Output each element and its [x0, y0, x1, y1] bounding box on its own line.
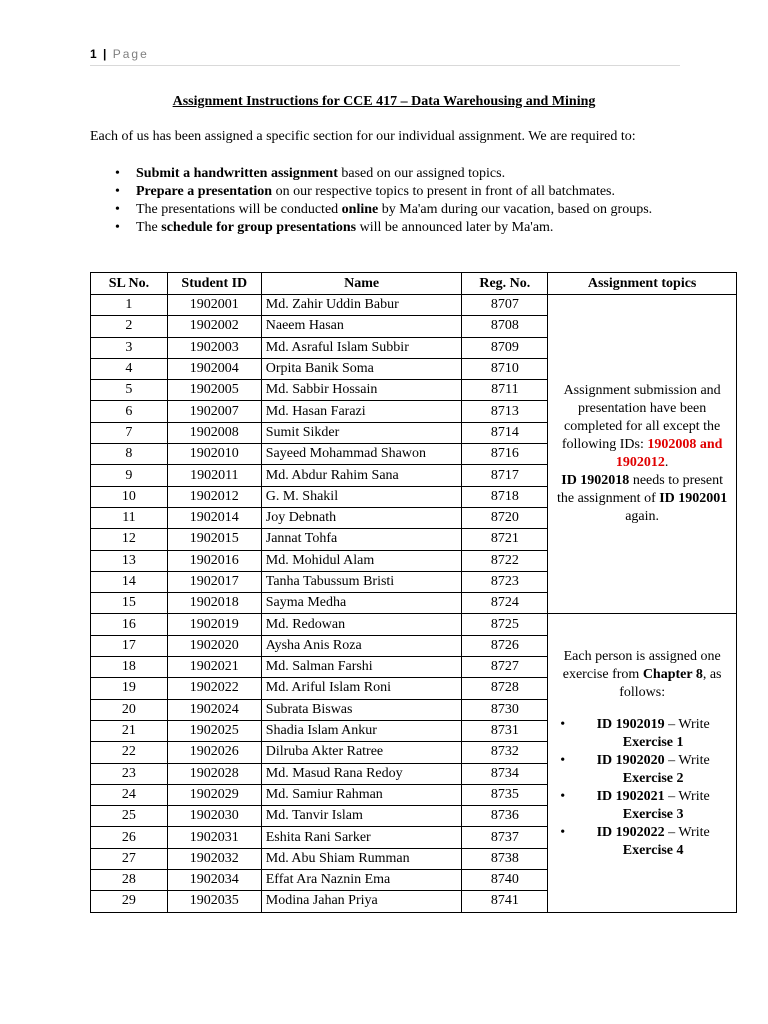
name-cell: Md. Abu Shiam Rumman	[261, 848, 462, 869]
exercise-dash: – Write	[664, 789, 710, 805]
name-cell: Eshita Rani Sarker	[261, 827, 462, 848]
student-id-cell: 1902007	[167, 401, 261, 422]
student-id-cell: 1902025	[167, 720, 261, 741]
student-id-cell: 1902017	[167, 571, 261, 592]
sl-cell: 3	[91, 337, 168, 358]
student-id-cell: 1902029	[167, 784, 261, 805]
bullet-icon: •	[560, 825, 566, 841]
reg-no-cell: 8711	[462, 380, 548, 401]
table-body	[91, 295, 737, 913]
name-cell: Md. Tanvir Islam	[261, 806, 462, 827]
bullet-icon: •	[560, 753, 566, 769]
student-id-cell: 1902012	[167, 486, 261, 507]
bullet-text: on our respective topics to present in front of all batchmates.	[272, 184, 616, 199]
bullet-bold: Prepare a presentation	[136, 184, 273, 199]
name-cell: Md. Samiur Rahman	[261, 784, 462, 805]
list-item	[90, 183, 680, 201]
student-id-cell: 1902034	[167, 870, 261, 891]
name-cell: Sayma Medha	[261, 593, 462, 614]
bullet-bold: Submit a handwritten assignment	[136, 166, 338, 181]
sl-cell: 26	[91, 827, 168, 848]
reg-no-cell: 8730	[462, 699, 548, 720]
sl-cell: 10	[91, 486, 168, 507]
sl-cell: 15	[91, 593, 168, 614]
bullet-bold: online	[341, 202, 379, 217]
topic-bold: ID 1902001	[659, 491, 728, 507]
reg-no-cell: 8716	[462, 444, 548, 465]
name-cell: Tanha Tabussum Bristi	[261, 571, 462, 592]
highlighted-ids: 1902008 and 1902012	[615, 437, 723, 471]
name-cell: Sayeed Mohammad Shawon	[261, 444, 462, 465]
name-cell: Md. Masud Rana Redoy	[261, 763, 462, 784]
exercise-name: Exercise 3	[622, 807, 684, 823]
intro-paragraph: Each of us has been assigned a specific section for our individual assignment. We are required to:	[90, 129, 636, 144]
name-cell: Subrata Biswas	[261, 699, 462, 720]
reg-no-cell: 8732	[462, 742, 548, 763]
exercise-name: Exercise 1	[622, 735, 684, 751]
exercise-id: ID 1902020	[596, 753, 665, 769]
student-id-cell: 1902021	[167, 657, 261, 678]
sl-cell: 13	[91, 550, 168, 571]
topic-text: needs to present the assignment of	[556, 473, 724, 507]
topic-text: , as follows:	[619, 667, 722, 701]
reg-no-cell: 8725	[462, 614, 548, 635]
student-id-cell: 1902005	[167, 380, 261, 401]
reg-no-cell: 8718	[462, 486, 548, 507]
reg-no-cell: 8720	[462, 507, 548, 528]
sl-cell: 11	[91, 507, 168, 528]
student-id-cell: 1902011	[167, 465, 261, 486]
name-cell: Md. Asraful Islam Subbir	[261, 337, 462, 358]
sl-cell: 12	[91, 529, 168, 550]
name-cell: Naeem Hasan	[261, 316, 462, 337]
exercise-item	[552, 824, 732, 860]
exercise-name: Exercise 2	[622, 771, 684, 787]
name-cell: Md. Hasan Farazi	[261, 401, 462, 422]
reg-no-cell: 8728	[462, 678, 548, 699]
exercise-dash: – Write	[664, 825, 710, 841]
bullet-icon: •	[115, 184, 120, 199]
student-id-cell: 1902031	[167, 827, 261, 848]
sl-cell: 21	[91, 720, 168, 741]
name-cell: Md. Sabbir Hossain	[261, 380, 462, 401]
sl-cell: 23	[91, 763, 168, 784]
sl-cell: 8	[91, 444, 168, 465]
name-cell: Md. Ariful Islam Roni	[261, 678, 462, 699]
student-table	[90, 272, 737, 913]
student-id-cell: 1902010	[167, 444, 261, 465]
topic-cell-group-2	[548, 614, 737, 912]
topic-bold: Chapter 8	[642, 667, 703, 683]
column-header: Student ID	[167, 273, 261, 295]
list-item	[90, 165, 680, 183]
student-id-cell: 1902028	[167, 763, 261, 784]
sl-cell: 5	[91, 380, 168, 401]
column-header: Name	[261, 273, 462, 295]
exercise-id: ID 1902021	[596, 789, 665, 805]
reg-no-cell: 8722	[462, 550, 548, 571]
sl-cell: 4	[91, 358, 168, 379]
bullet-text: will be announced later by Ma'am.	[356, 220, 554, 235]
student-id-cell: 1902035	[167, 891, 261, 912]
exercise-dash: – Write	[664, 753, 710, 769]
list-item	[90, 219, 680, 237]
bullet-text: by Ma'am during our vacation, based on groups.	[378, 202, 653, 217]
column-header: Reg. No.	[462, 273, 548, 295]
name-cell: Modina Jahan Priya	[261, 891, 462, 912]
table-header-row	[91, 273, 737, 295]
sl-cell: 29	[91, 891, 168, 912]
reg-no-cell: 8710	[462, 358, 548, 379]
name-cell: Sumit Sikder	[261, 422, 462, 443]
reg-no-cell: 8738	[462, 848, 548, 869]
sl-cell: 28	[91, 870, 168, 891]
student-id-cell: 1902008	[167, 422, 261, 443]
name-cell: Joy Debnath	[261, 507, 462, 528]
reg-no-cell: 8707	[462, 295, 548, 316]
column-header: Assignment topics	[548, 273, 737, 295]
reg-no-cell: 8731	[462, 720, 548, 741]
sl-cell: 2	[91, 316, 168, 337]
student-id-cell: 1902022	[167, 678, 261, 699]
student-id-cell: 1902019	[167, 614, 261, 635]
bullet-icon: •	[115, 202, 120, 217]
name-cell: Md. Mohidul Alam	[261, 550, 462, 571]
bullet-text: based on our assigned topics.	[337, 166, 506, 181]
student-id-cell: 1902024	[167, 699, 261, 720]
page-label: Page	[112, 47, 149, 61]
sl-cell: 27	[91, 848, 168, 869]
student-id-cell: 1902001	[167, 295, 261, 316]
student-id-cell: 1902002	[167, 316, 261, 337]
reg-no-cell: 8734	[462, 763, 548, 784]
sl-cell: 7	[91, 422, 168, 443]
sl-cell: 6	[91, 401, 168, 422]
student-id-cell: 1902018	[167, 593, 261, 614]
topic-cell-group-1	[548, 295, 737, 614]
exercise-item	[552, 788, 732, 824]
bullet-icon: •	[115, 220, 120, 235]
topic-text: again.	[625, 509, 660, 525]
sl-cell: 22	[91, 742, 168, 763]
reg-no-cell: 8721	[462, 529, 548, 550]
list-item	[90, 201, 680, 219]
reg-no-cell: 8727	[462, 657, 548, 678]
sl-cell: 25	[91, 806, 168, 827]
reg-no-cell: 8714	[462, 422, 548, 443]
student-id-cell: 1902016	[167, 550, 261, 571]
sl-cell: 18	[91, 657, 168, 678]
bullet-bold: schedule for group presentations	[161, 220, 357, 235]
topic-text: Assignment submission and presentation have been completed for all except the following IDs:	[561, 383, 721, 453]
topic-bold: ID 1902018	[561, 473, 630, 489]
reg-no-cell: 8741	[462, 891, 548, 912]
sl-cell: 9	[91, 465, 168, 486]
reg-no-cell: 8737	[462, 827, 548, 848]
bullet-icon: •	[115, 166, 120, 181]
page-number: 1	[90, 47, 97, 61]
name-cell: Effat Ara Naznin Ema	[261, 870, 462, 891]
name-cell: Md. Redowan	[261, 614, 462, 635]
column-header: SL No.	[91, 273, 168, 295]
reg-no-cell: 8724	[462, 593, 548, 614]
exercise-name: Exercise 4	[622, 843, 684, 859]
exercise-id: ID 1902022	[596, 825, 665, 841]
page-header	[90, 47, 680, 66]
student-id-cell: 1902014	[167, 507, 261, 528]
student-id-cell: 1902015	[167, 529, 261, 550]
sl-cell: 1	[91, 295, 168, 316]
bullet-icon: •	[560, 717, 566, 733]
exercise-list	[552, 716, 732, 860]
name-cell: G. M. Shakil	[261, 486, 462, 507]
sl-cell: 24	[91, 784, 168, 805]
name-cell: Dilruba Akter Ratree	[261, 742, 462, 763]
sl-cell: 14	[91, 571, 168, 592]
reg-no-cell: 8740	[462, 870, 548, 891]
exercise-id: ID 1902019	[596, 717, 665, 733]
exercise-item	[552, 752, 732, 788]
topic-text: Each person is assigned one exercise from	[562, 649, 721, 683]
document-title: Assignment Instructions for CCE 417 – Data Warehousing and Mining	[172, 94, 596, 109]
reg-no-cell: 8717	[462, 465, 548, 486]
exercise-dash: – Write	[664, 717, 710, 733]
student-id-cell: 1902020	[167, 635, 261, 656]
reg-no-cell: 8723	[462, 571, 548, 592]
page-separator: |	[103, 47, 107, 61]
bullet-text: The presentations will be conducted	[136, 202, 342, 217]
name-cell: Aysha Anis Roza	[261, 635, 462, 656]
student-id-cell: 1902026	[167, 742, 261, 763]
sl-cell: 19	[91, 678, 168, 699]
student-id-cell: 1902003	[167, 337, 261, 358]
student-id-cell: 1902032	[167, 848, 261, 869]
table-row	[91, 614, 737, 635]
reg-no-cell: 8713	[462, 401, 548, 422]
name-cell: Md. Zahir Uddin Babur	[261, 295, 462, 316]
reg-no-cell: 8708	[462, 316, 548, 337]
instruction-list	[90, 165, 680, 237]
reg-no-cell: 8709	[462, 337, 548, 358]
bullet-icon: •	[560, 789, 566, 805]
name-cell: Shadia Islam Ankur	[261, 720, 462, 741]
student-id-cell: 1902030	[167, 806, 261, 827]
reg-no-cell: 8736	[462, 806, 548, 827]
sl-cell: 17	[91, 635, 168, 656]
table-row	[91, 295, 737, 316]
sl-cell: 20	[91, 699, 168, 720]
reg-no-cell: 8726	[462, 635, 548, 656]
sl-cell: 16	[91, 614, 168, 635]
reg-no-cell: 8735	[462, 784, 548, 805]
topic-text: .	[664, 455, 669, 471]
name-cell: Jannat Tohfa	[261, 529, 462, 550]
bullet-text: The	[136, 220, 162, 235]
name-cell: Md. Salman Farshi	[261, 657, 462, 678]
student-id-cell: 1902004	[167, 358, 261, 379]
exercise-item	[552, 716, 732, 752]
name-cell: Md. Abdur Rahim Sana	[261, 465, 462, 486]
name-cell: Orpita Banik Soma	[261, 358, 462, 379]
